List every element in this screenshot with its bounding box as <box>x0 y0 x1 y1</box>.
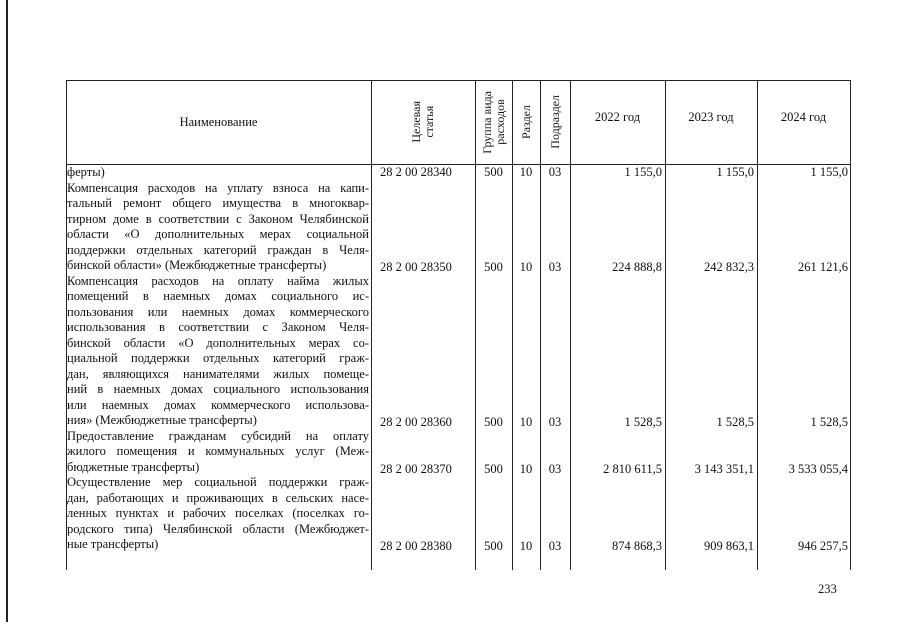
name-line: ные трансферты) <box>67 537 159 551</box>
cell-y2022: 874 868,3 <box>612 539 662 553</box>
name-line: пользования или наемных домах коммерческого <box>67 304 369 319</box>
header-group-label: Группа вида расходов <box>479 90 507 154</box>
name-line: Осуществление мер социальной поддержки граж- <box>67 475 369 489</box>
name-line: циальной поддержки отдельных категорий граж- <box>67 351 369 365</box>
name-line: тальный ремонт общего имущества в многоквар- <box>67 196 369 210</box>
col-line <box>512 80 513 570</box>
cell-subsection: 03 <box>548 461 562 476</box>
cell-group: 500 <box>484 165 503 179</box>
cell-y2024: 261 121,6 <box>798 260 848 274</box>
cell-y2023: 1 155,0 <box>716 165 754 179</box>
cell-target: 28 2 00 28360 <box>380 415 452 429</box>
cell-y2024: 946 257,5 <box>798 539 848 553</box>
name-line: поддержки отдельных категорий граждан в Челя- <box>67 242 369 257</box>
header-group <box>475 80 512 164</box>
name-line: родского типа) Челябинской области (Межбюджет- <box>67 521 369 536</box>
name-line: ленных пунктах и рабочих поселках (поселках го- <box>67 506 369 520</box>
header-name: Наименование <box>179 115 258 129</box>
header-2023: 2023 год <box>688 110 734 124</box>
cell-y2024: 1 155,0 <box>810 165 848 179</box>
cell-section: 10 <box>519 165 533 179</box>
cell-subsection: 03 <box>548 539 562 553</box>
cell-y2024: 3 533 055,4 <box>788 461 848 476</box>
name-line: тирном доме в соответствии с Законом Челябинской <box>67 211 369 226</box>
header-subsection-label: Подраздел <box>547 95 562 149</box>
name-line: Компенсация расходов на уплату взноса на капи- <box>67 180 369 195</box>
name-line: ферты) <box>67 165 105 179</box>
cell-target: 28 2 00 28370 <box>380 461 452 476</box>
name-line: бюджетные трансферты) <box>67 459 200 474</box>
cell-section: 10 <box>519 539 533 553</box>
name-line: Предоставление гражданам субсидий на оплату <box>67 428 369 443</box>
col-line <box>475 80 476 570</box>
name-line: ний в наемных домах социального использования <box>67 382 369 396</box>
col-line <box>757 80 758 570</box>
cell-target: 28 2 00 28340 <box>380 165 452 179</box>
cell-y2023: 909 863,1 <box>704 539 754 553</box>
col-line <box>540 80 541 570</box>
name-line: Компенсация расходов на оплату найма жилых <box>67 273 369 288</box>
col-line <box>371 80 372 570</box>
name-line: бинской области» (Межбюджетные трансферты) <box>67 258 327 272</box>
cell-subsection: 03 <box>548 165 562 179</box>
col-line <box>665 80 666 570</box>
name-line: дан, работающих и проживающих в сельских насе- <box>67 490 369 505</box>
cell-y2022: 2 810 611,5 <box>603 461 662 476</box>
name-line: ния» (Межбюджетные трансферты) <box>67 413 257 427</box>
name-line: помещений в наемных домах социального ис- <box>67 289 369 303</box>
cell-y2023: 242 832,3 <box>704 260 754 274</box>
cell-section: 10 <box>519 260 533 274</box>
cell-y2024: 1 528,5 <box>810 415 848 429</box>
col-line <box>570 80 571 570</box>
header-subsection <box>540 80 570 164</box>
cell-section: 10 <box>519 415 533 429</box>
cell-section: 10 <box>519 461 533 476</box>
cell-y2022: 1 155,0 <box>624 165 662 179</box>
cell-y2023: 3 143 351,1 <box>694 461 754 476</box>
header-section <box>512 80 540 164</box>
name-line: бинской области «О дополнительных мерах со- <box>67 335 369 350</box>
cell-group: 500 <box>484 461 503 476</box>
cell-group: 500 <box>484 260 503 274</box>
header-target <box>371 80 475 164</box>
page-number: 233 <box>818 582 837 596</box>
header-section-label: Раздел <box>518 105 533 139</box>
cell-group: 500 <box>484 539 503 553</box>
name-line: использования в соответствии с Законом Челя- <box>67 320 369 334</box>
cell-target: 28 2 00 28350 <box>380 260 452 274</box>
header-target-label: Целевая статья <box>409 101 436 143</box>
cell-y2023: 1 528,5 <box>716 415 754 429</box>
cell-group: 500 <box>484 415 503 429</box>
name-line: дан, являющихся нанимателями жилых помеще- <box>67 366 369 381</box>
cell-subsection: 03 <box>548 415 562 429</box>
name-line: жилого помещения и коммунальных услуг (Меж- <box>67 444 369 458</box>
cell-y2022: 1 528,5 <box>624 415 662 429</box>
cell-subsection: 03 <box>548 260 562 274</box>
col-line <box>850 80 851 570</box>
header-2024: 2024 год <box>780 110 827 124</box>
name-line: или наемных домах коммерческого использова- <box>67 397 369 412</box>
header-2022: 2022 год <box>594 110 641 124</box>
cell-y2022: 224 888,8 <box>612 260 662 274</box>
page-edge-line <box>6 0 8 622</box>
name-line: области «О дополнительных мерах социальной <box>67 227 369 241</box>
cell-target: 28 2 00 28380 <box>380 539 452 553</box>
